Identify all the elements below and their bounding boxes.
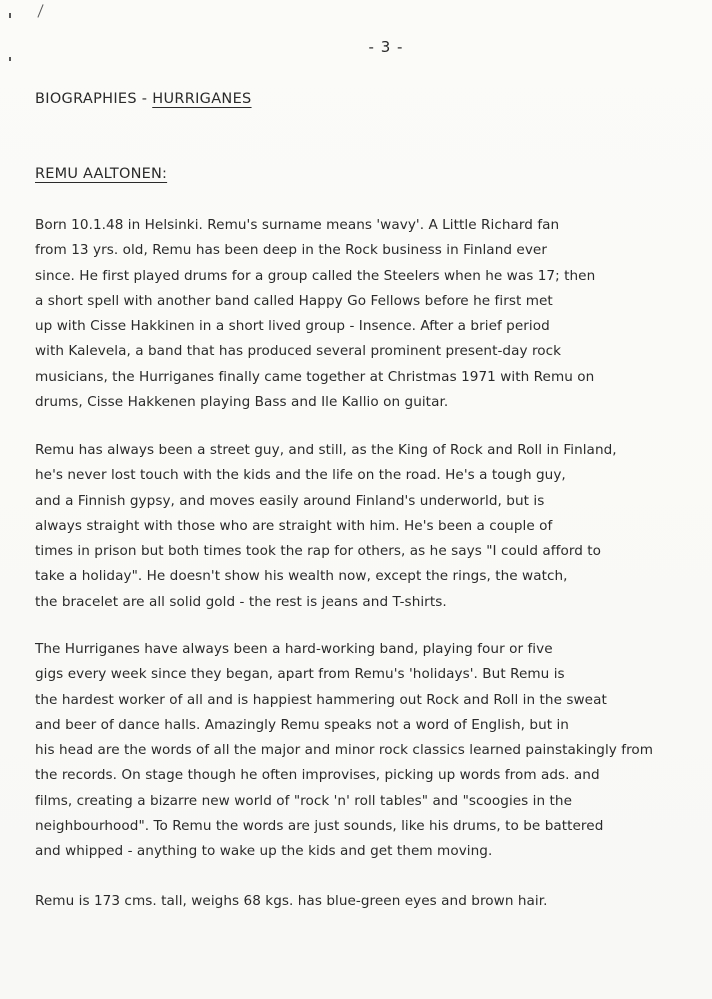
- text-line: musicians, the Hurriganes finally came together at Christmas 1971 with Remu on: [35, 368, 595, 385]
- pen-mark: [37, 4, 43, 17]
- text-line: drums, Cisse Hakkenen playing Bass and Ile Kallio on guitar.: [35, 394, 449, 411]
- text-line: and whipped - anything to wake up the kids and get them moving.: [35, 843, 493, 860]
- punch-mark: [9, 13, 11, 18]
- page-number: - 3 -: [368, 38, 404, 56]
- text-line: his head are the words of all the major and minor rock classics learned painstakingly from: [35, 742, 654, 759]
- section-heading: [35, 91, 252, 107]
- text-line: a short spell with another band called Happy Go Fellows before he first met: [35, 292, 553, 309]
- section-title: HURRIGANES: [152, 91, 252, 107]
- text-line: Born 10.1.48 in Helsinki. Remu's surname means 'wavy'. A Little Richard fan: [35, 217, 560, 233]
- paragraph-band-work: [35, 637, 654, 865]
- text-line: and a Finnish gypsy, and moves easily around Finland's underworld, but is: [35, 492, 545, 509]
- text-line: gigs every week since they began, apart from Remu's 'holidays'. But Remu is: [35, 666, 565, 683]
- text-line: since. He first played drums for a group called the Steelers when he was 17; then: [35, 267, 596, 284]
- paragraph-early-career: [35, 213, 635, 415]
- text-line: and beer of dance halls. Amazingly Remu speaks not a word of English, but in: [35, 716, 569, 733]
- text-line: always straight with those who are straight with him. He's been a couple of: [35, 517, 553, 534]
- text-line: the bracelet are all solid gold - the rest is jeans and T-shirts.: [35, 593, 447, 610]
- paragraph-physical-stats: [35, 889, 635, 914]
- text-line: Remu has always been a street guy, and still, as the King of Rock and Roll in Finland,: [35, 442, 617, 458]
- text-line: The Hurriganes have always been a hard-working band, playing four or five: [35, 641, 553, 657]
- text-line: take a holiday". He doesn't show his wealth now, except the rings, the watch,: [35, 568, 568, 585]
- text-line: he's never lost touch with the kids and the life on the road. He's a tough guy,: [35, 467, 566, 484]
- text-line: Remu is 173 cms. tall, weighs 68 kgs. has blue-green eyes and brown hair.: [35, 893, 548, 909]
- punch-mark: [9, 57, 11, 61]
- section-prefix: BIOGRAPHIES -: [35, 91, 153, 107]
- text-line: with Kalevela, a band that has produced several prominent present-day rock: [35, 343, 562, 360]
- text-line: neighbourhood". To Remu the words are just sounds, like his drums, to be battered: [35, 818, 604, 835]
- text-line: the hardest worker of all and is happiest hammering out Rock and Roll in the sweat: [35, 691, 607, 708]
- text-line: the records. On stage though he often improvises, picking up words from ads. and: [35, 767, 600, 784]
- text-line: from 13 yrs. old, Remu has been deep in the Rock business in Finland ever: [35, 242, 547, 259]
- text-line: times in prison but both times took the rap for others, as he says "I could afford to: [35, 543, 602, 560]
- person-heading: REMU AALTONEN:: [35, 166, 168, 182]
- text-line: up with Cisse Hakkinen in a short lived group - Insence. After a brief period: [35, 318, 550, 335]
- text-line: films, creating a bizarre new world of "rock 'n' roll tables" and "scoogies in the: [35, 792, 573, 809]
- paragraph-personality: [35, 438, 635, 615]
